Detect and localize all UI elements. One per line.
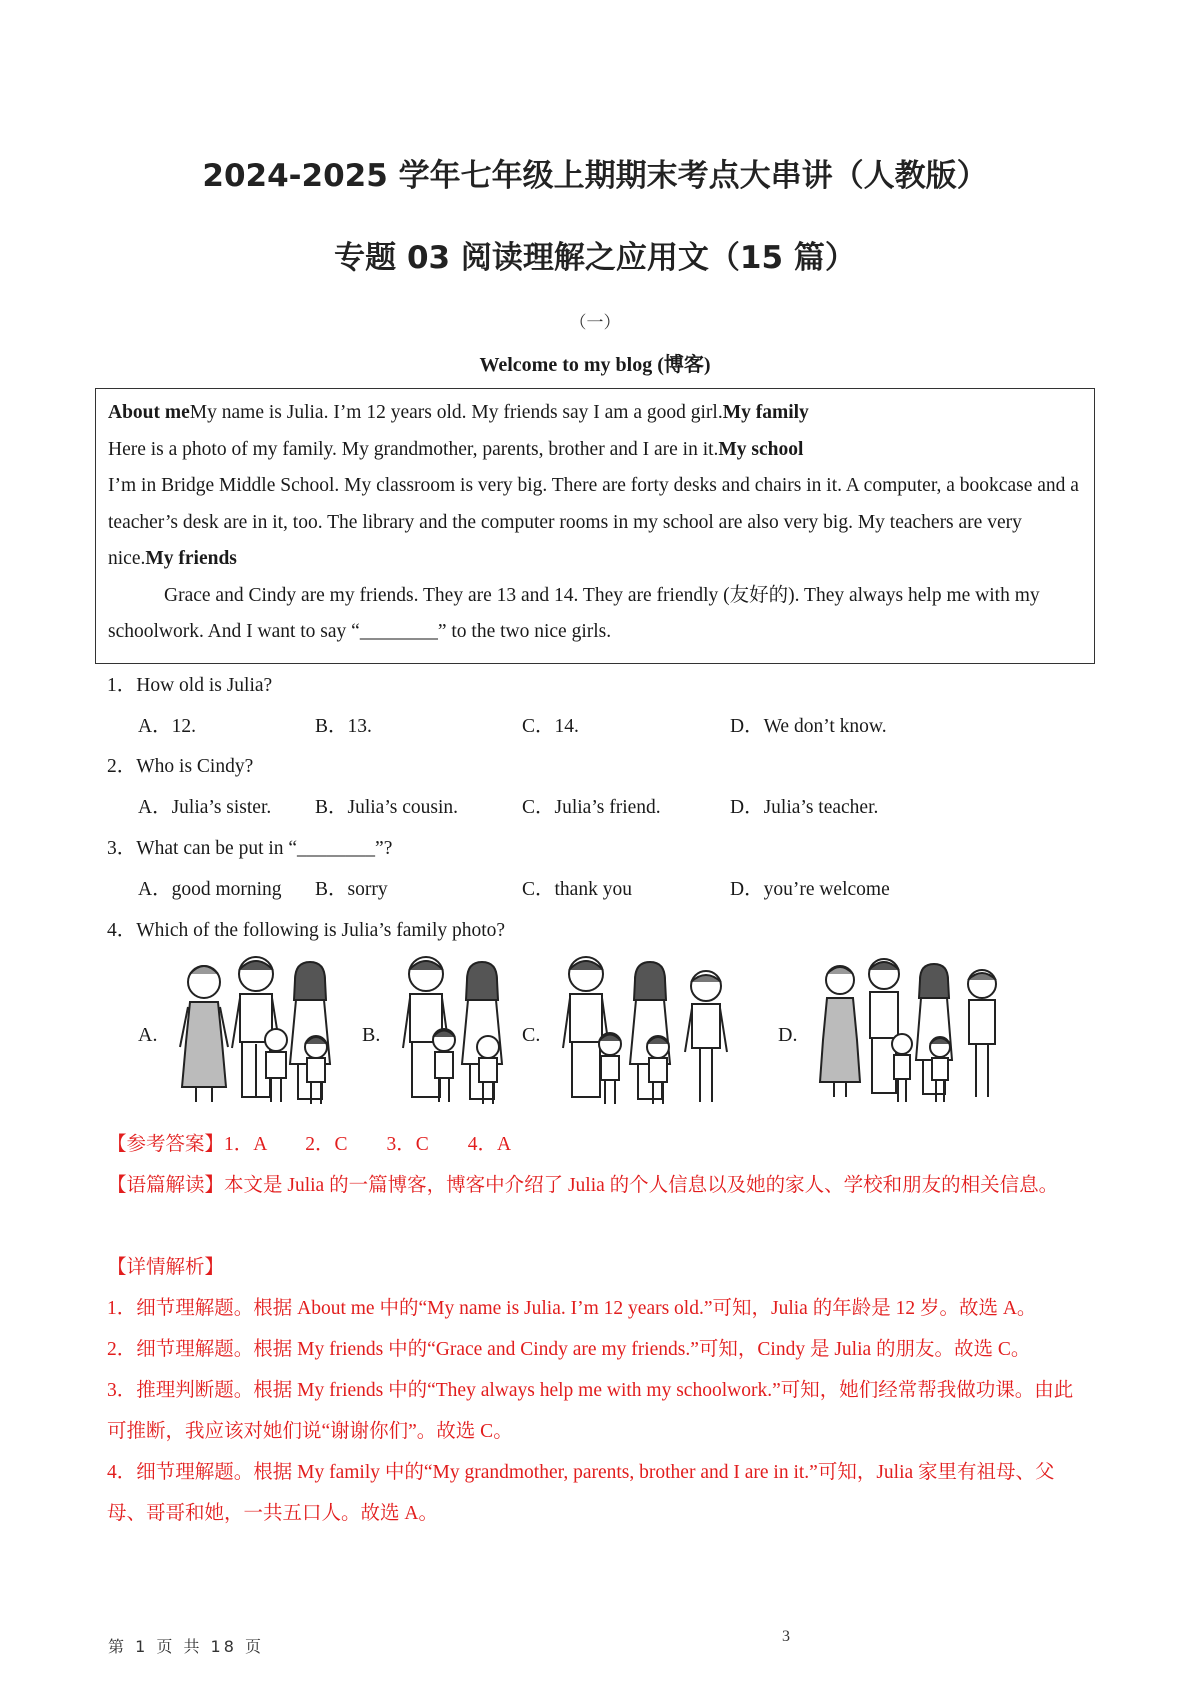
passage-title: Welcome to my blog (博客) — [479, 354, 711, 376]
q3-option-d[interactable]: D．you’re welcome — [730, 879, 890, 900]
about-heading: About me — [108, 402, 190, 423]
question-3: 3．What can be put in “________”? — [107, 838, 393, 859]
q2-option-b[interactable]: B．Julia’s cousin. — [315, 797, 459, 818]
grandfather-figure — [968, 970, 996, 1097]
question-2: 2．Who is Cindy? — [107, 756, 254, 777]
detail-heading: 【详情解析】 — [107, 1257, 225, 1278]
explanation-3: 3．推理判断题。根据 My friends 中的“They always help me with my schoolwork.”可知，她们经常帮我做功课。由此可推断，我应该对她们说“谢谢你们”。故选 C。 — [107, 1380, 1074, 1442]
q1-option-d[interactable]: D．We don’t know. — [730, 716, 887, 737]
grandfather-figure — [685, 971, 727, 1102]
friends-text: Grace and Cindy are my friends. They are 13 and 14. They are friendly (友好的). They always help me with my schoolwork. And I want to say “________” to the two nice girls. — [108, 584, 1040, 642]
q2-option-c[interactable]: C．Julia’s friend. — [522, 797, 661, 818]
explanation-1: 1．细节理解题。根据 About me 中的“My name is Julia. I’m 12 years old.”可知，Julia 的年龄是 12 岁。故选 A。 — [107, 1298, 1037, 1319]
family-photo-d[interactable] — [818, 952, 1008, 1112]
q1-option-a[interactable]: A．12. — [138, 716, 196, 737]
q1-option-b[interactable]: B．13. — [315, 716, 372, 737]
family-photo-c[interactable] — [560, 952, 736, 1112]
document-subtitle: 专题 03 阅读理解之应用文（15 篇） — [334, 240, 856, 276]
q4-option-b[interactable]: B. — [362, 1024, 381, 1046]
grandmother-figure — [180, 966, 228, 1102]
question-1: 1．How old is Julia? — [107, 675, 273, 696]
family-heading: My family — [722, 402, 809, 423]
school-text: I’m in Bridge Middle School. My classroom is very big. There are forty desks and chairs in it. A computer, a bookcase and a teacher’s desk are in it, too. The library and the computer rooms in my school are also very big. My teachers are very nice. — [108, 475, 1079, 569]
q2-option-d[interactable]: D．Julia’s teacher. — [730, 797, 879, 818]
q3-option-a[interactable]: A．good morning — [138, 879, 282, 900]
q4-option-a[interactable]: A. — [138, 1024, 158, 1046]
family-photo-b[interactable] — [400, 952, 516, 1112]
q1-option-c[interactable]: C．14. — [522, 716, 579, 737]
q4-option-d[interactable]: D. — [778, 1024, 798, 1046]
page-info: 第 1 页 共 18 页 — [108, 1637, 264, 1656]
question-4: 4．Which of the following is Julia’s family photo? — [107, 920, 506, 941]
page-number: 3 — [782, 1628, 790, 1645]
passage-box — [95, 388, 1095, 664]
grandmother-figure — [820, 966, 860, 1097]
family-photo-a[interactable] — [176, 952, 358, 1112]
child-figure — [599, 1033, 621, 1104]
explanation-2: 2．细节理解题。根据 My friends 中的“Grace and Cindy are my friends.”可知，Cindy 是 Julia 的朋友。故选 C。 — [107, 1339, 1031, 1360]
answer-key: 【参考答案】1．A 2．C 3．C 4．A — [107, 1134, 512, 1155]
passage-summary: 【语篇解读】本文是 Julia 的一篇博客，博客中介绍了 Julia 的个人信息以及她的家人、学校和朋友的相关信息。 — [107, 1175, 1059, 1196]
q3-option-c[interactable]: C．thank you — [522, 879, 632, 900]
document-title: 2024-2025 学年七年级上期期末考点大串讲（人教版） — [202, 158, 988, 194]
school-heading: My school — [718, 438, 804, 460]
family-text: Here is a photo of my family. My grandmother, parents, brother and I are in it. — [108, 438, 719, 460]
section-number: （一） — [569, 313, 621, 333]
friends-heading: My friends — [145, 548, 237, 569]
q4-option-c[interactable]: C. — [522, 1024, 541, 1046]
explanation-4: 4．细节理解题。根据 My family 中的“My grandmother, parents, brother and I are in it.”可知，Julia 家里有祖母、父母、哥哥和她，一共五口人。故选 A。 — [107, 1462, 1055, 1524]
q2-option-a[interactable]: A．Julia’s sister. — [138, 797, 272, 818]
q3-option-b[interactable]: B．sorry — [315, 879, 388, 900]
about-text: My name is Julia. I’m 12 years old. My friends say I am a good girl. — [189, 402, 723, 423]
